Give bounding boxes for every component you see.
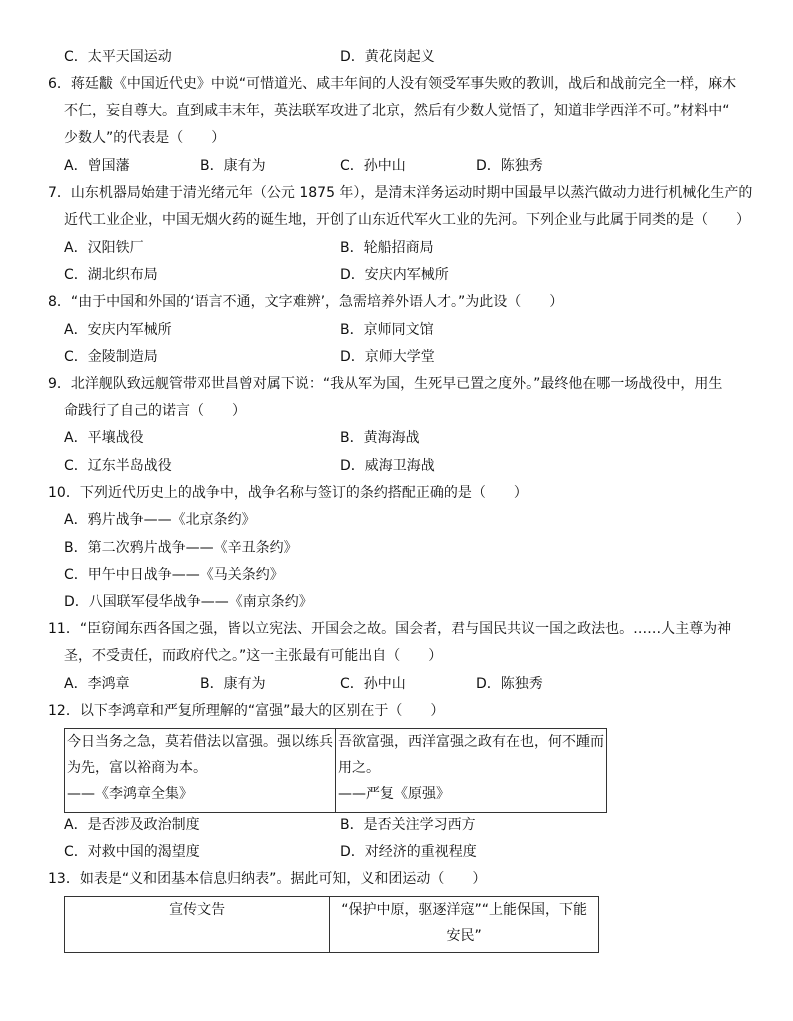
q13-content-line-1: “保护中原，驱逐洋寇”“上能保国，下能 bbox=[341, 902, 588, 918]
q9-stem-line-2: 命践行了自己的诺言（ ） bbox=[64, 403, 246, 419]
q10-option-b: B．第二次鸦片战争——《辛丑条约》 bbox=[64, 540, 298, 556]
q9-option-b: B．黄海海战 bbox=[340, 430, 420, 446]
q12-option-b: B．是否关注学习西方 bbox=[340, 817, 476, 833]
q7-stem-line-2: 近代工业企业，中国无烟火药的诞生地，开创了山东近代军火工业的先河。下列企业与此属于同类的是（ ） bbox=[64, 212, 750, 228]
q8-option-d: D．京师大学堂 bbox=[340, 349, 435, 365]
q11-stem-line-1: 11．“臣窃闻东西各国之强，皆以立宪法、开国会之故。国会者，君与国民共议一国之政法也。……人主尊为神 bbox=[48, 621, 732, 637]
q7-option-d: D．安庆内军械所 bbox=[340, 267, 449, 283]
q9-option-a: A．平壤战役 bbox=[64, 430, 144, 446]
q9-stem-line-1: 9．北洋舰队致远舰管带邓世昌曾对属下说：“我从军为国，生死早已置之度外。”最终他在哪一场战役中，用生 bbox=[48, 376, 723, 392]
q11-option-c: C．孙中山 bbox=[340, 676, 406, 692]
q12-right-line-1: 吾欲富强，西洋富强之政有在也，何不踵而 bbox=[338, 734, 604, 750]
q11-option-b: B．康有为 bbox=[200, 676, 266, 692]
q13-stem-line-1: 13．如表是“义和团基本信息归纳表”。据此可知，义和团运动（ ） bbox=[48, 871, 487, 887]
q6-stem-line-3: 少数人”的代表是（ ） bbox=[64, 130, 226, 146]
q6-option-b: B．康有为 bbox=[200, 158, 266, 174]
q6-option-c: C．孙中山 bbox=[340, 158, 406, 174]
q7-option-b: B．轮船招商局 bbox=[340, 240, 434, 256]
q11-stem-line-2: 圣，不受责任，而政府代之。”这一主张最有可能出自（ ） bbox=[64, 648, 443, 664]
q12-left-line-3: ——《李鸿章全集》 bbox=[67, 786, 193, 802]
q8-option-b: B．京师同文馆 bbox=[340, 322, 434, 338]
q11-option-a: A．李鸿章 bbox=[64, 676, 130, 692]
q13-content-line-2: 安民” bbox=[446, 928, 482, 944]
q12-right-line-2: 用之。 bbox=[338, 760, 380, 776]
q12-left-line-1: 今日当务之急，莫若借法以富强。强以练兵 bbox=[67, 734, 333, 750]
q12-option-d: D．对经济的重视程度 bbox=[340, 844, 477, 860]
q12-table-cell-li-hongzhang bbox=[65, 729, 336, 813]
q8-option-c: C．金陵制造局 bbox=[64, 349, 158, 365]
q8-stem-line-1: 8．“由于中国和外国的‘语言不通，文字难辨’，急需培养外语人才。”为此设（ ） bbox=[48, 294, 564, 310]
q6-option-d: D．陈独秀 bbox=[476, 158, 543, 174]
q10-stem-line-1: 10．下列近代历史上的战争中，战争名称与签订的条约搭配正确的是（ ） bbox=[48, 485, 528, 501]
q9-option-c: C．辽东半岛战役 bbox=[64, 458, 172, 474]
q6-stem-line-2: 不仁，妄自尊大。直到咸丰末年，英法联军攻进了北京，然后有少数人觉悟了，知道非学西洋不可。”材料中“ bbox=[64, 103, 730, 119]
q13-info-table bbox=[64, 896, 599, 953]
q12-right-line-3: ——严复《原强》 bbox=[338, 786, 450, 802]
q5-option-d: D．黄花岗起义 bbox=[340, 49, 435, 65]
q7-stem-line-1: 7．山东机器局始建于清光绪元年（公元 1875 年），是清末洋务运动时期中国最早以蒸汽做动力进行机械化生产的 bbox=[48, 185, 753, 201]
q6-option-a: A．曾国藩 bbox=[64, 158, 130, 174]
q12-stem-line-1: 12．以下李鸿章和严复所理解的“富强”最大的区别在于（ ） bbox=[48, 703, 445, 719]
q13-table-label: 宣传文告 bbox=[169, 902, 226, 918]
q12-left-line-2: 为先，富以裕商为本。 bbox=[67, 760, 207, 776]
q12-option-c: C．对救中国的渴望度 bbox=[64, 844, 200, 860]
q13-table-label-cell bbox=[65, 897, 330, 953]
q7-option-a: A．汉阳铁厂 bbox=[64, 240, 144, 256]
q10-option-a: A．鸦片战争——《北京条约》 bbox=[64, 512, 256, 528]
q12-table-cell-yan-fu bbox=[336, 729, 607, 813]
q6-stem-line-1: 6．蒋廷黻《中国近代史》中说“可惜道光、咸丰年间的人没有领受军事失败的教训，战后和战前完全一样，麻木 bbox=[48, 76, 737, 92]
q7-option-c: C．湖北织布局 bbox=[64, 267, 158, 283]
q9-option-d: D．威海卫海战 bbox=[340, 458, 435, 474]
q12-source-table bbox=[64, 728, 607, 813]
q5-option-c: C．太平天国运动 bbox=[64, 49, 172, 65]
q8-option-a: A．安庆内军械所 bbox=[64, 322, 172, 338]
q10-option-d: D．八国联军侵华战争——《南京条约》 bbox=[64, 594, 313, 610]
q10-option-c: C．甲午中日战争——《马关条约》 bbox=[64, 567, 284, 583]
q13-table-content-cell bbox=[330, 897, 599, 953]
q11-option-d: D．陈独秀 bbox=[476, 676, 543, 692]
q12-option-a: A．是否涉及政治制度 bbox=[64, 817, 200, 833]
